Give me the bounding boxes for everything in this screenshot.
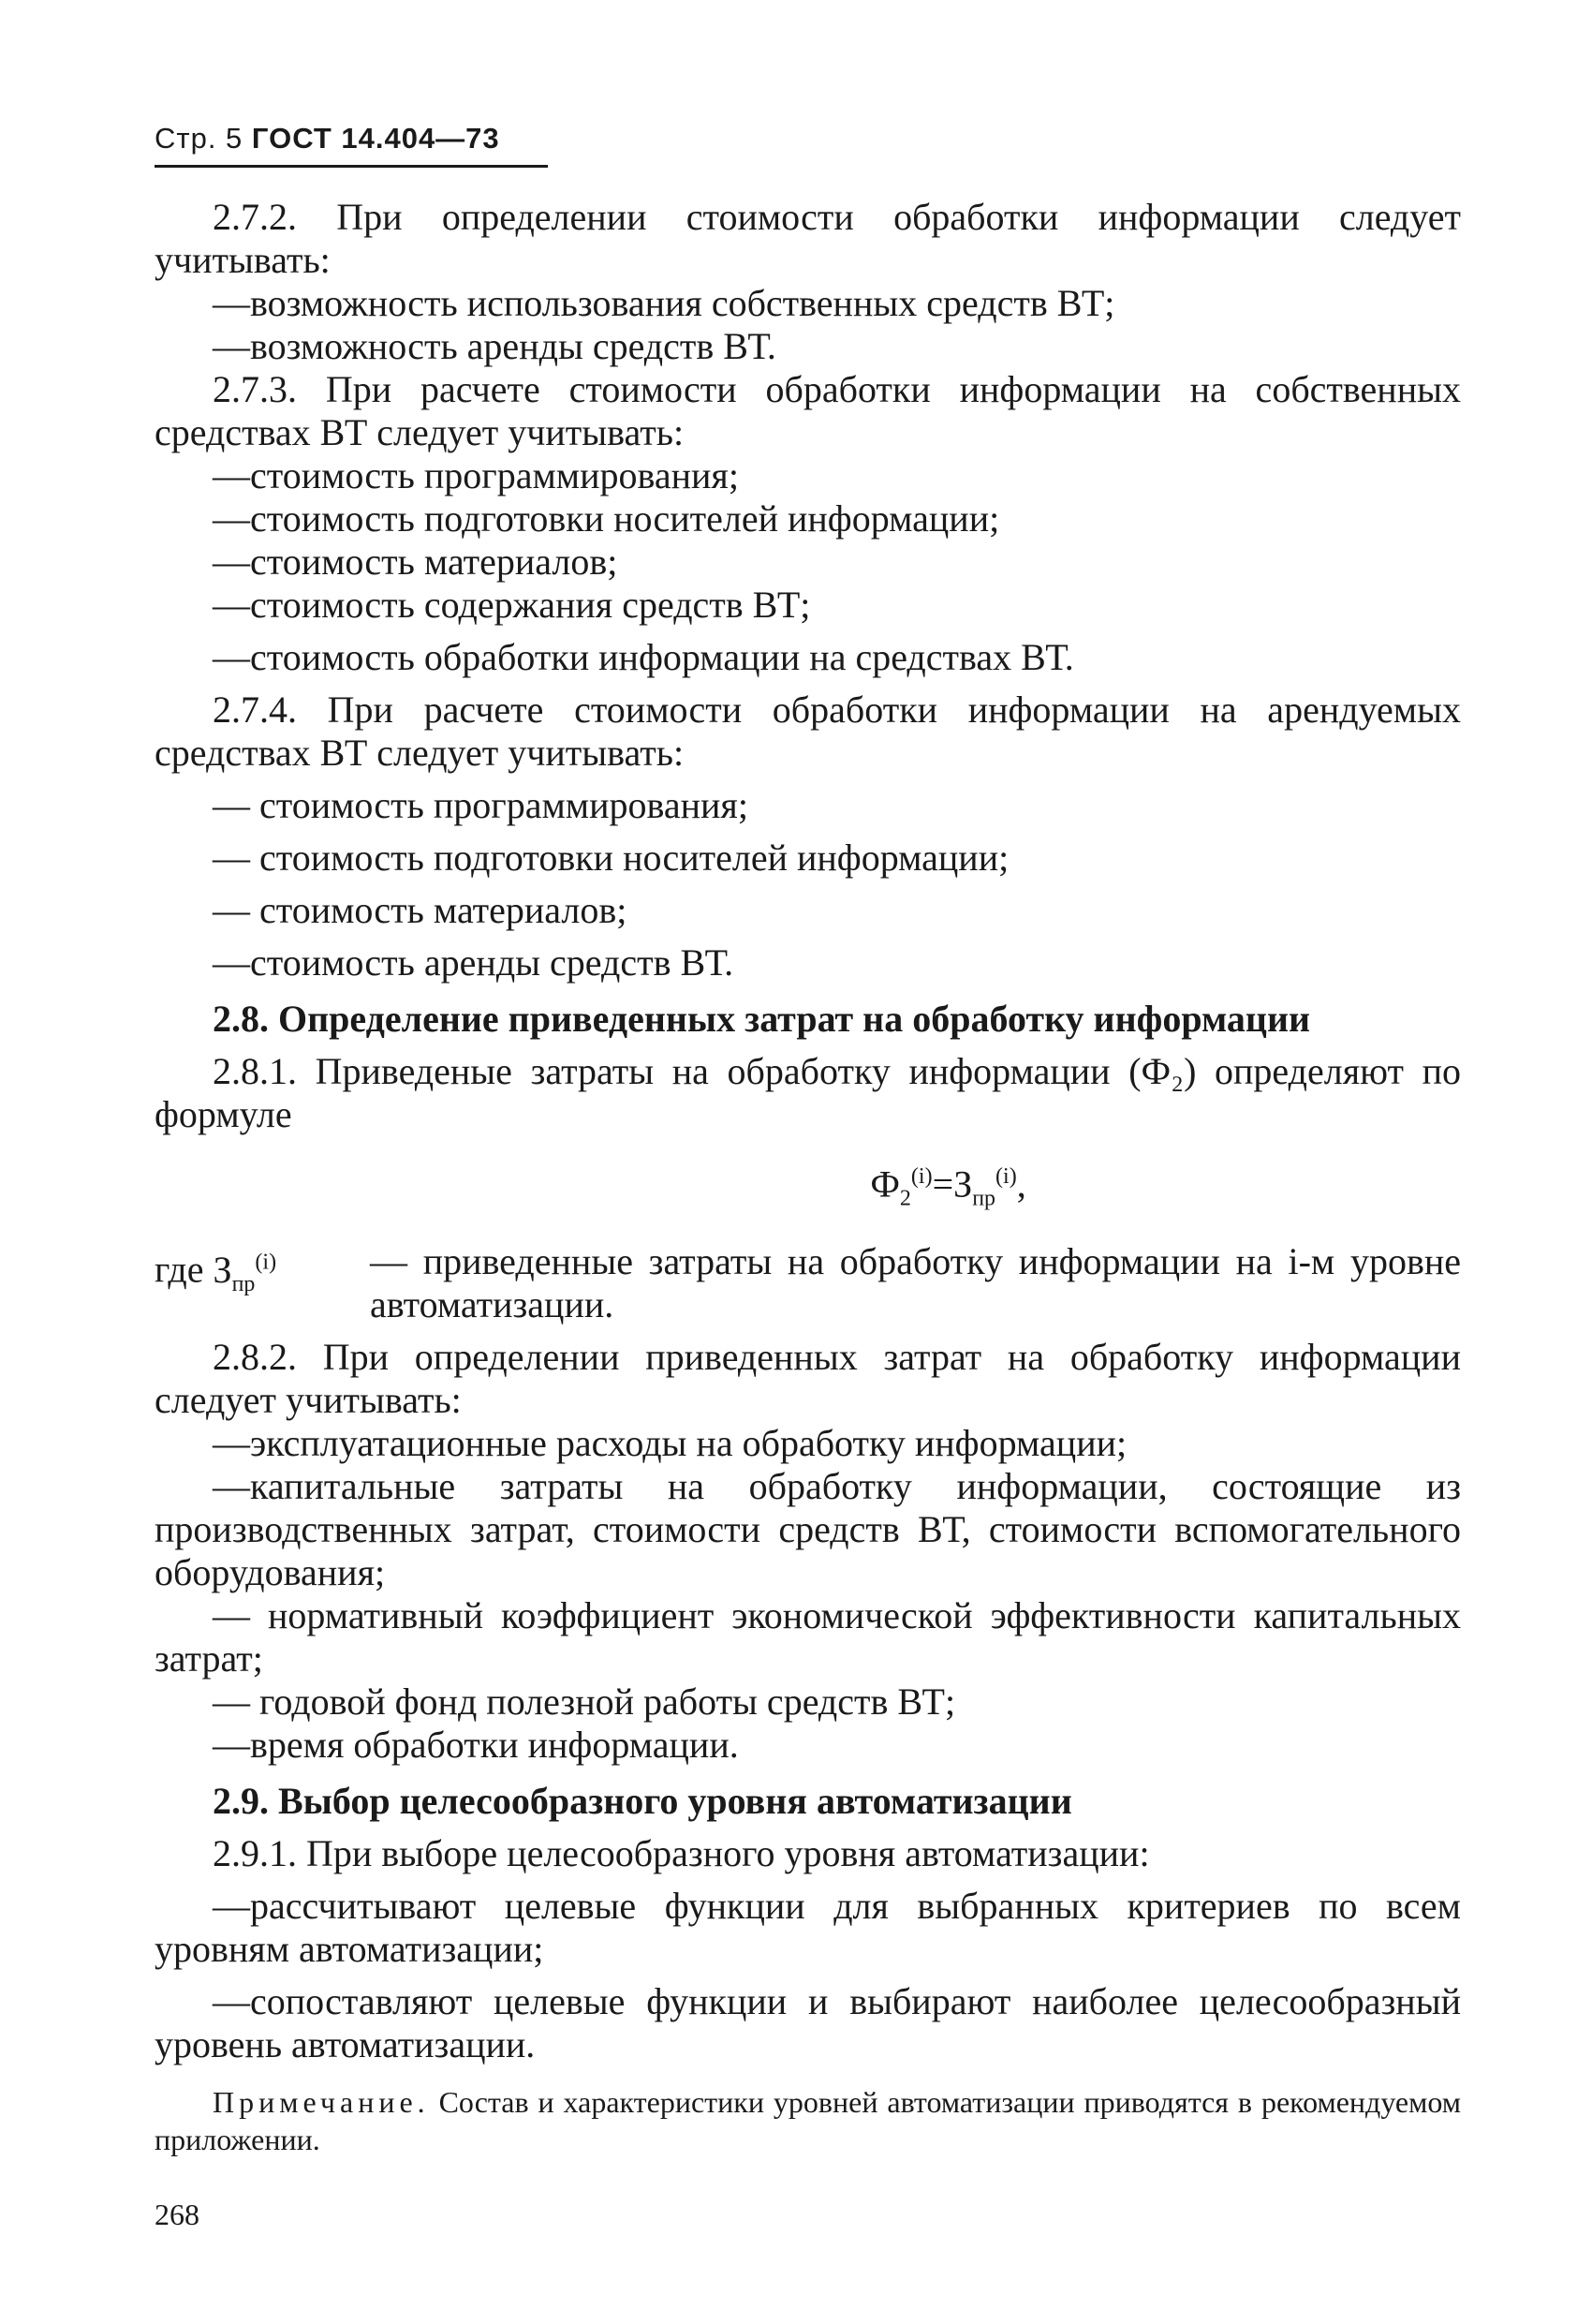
where-sym: З <box>213 1248 232 1291</box>
list-item: —стоимость подготовки носителей информации; <box>213 497 1000 540</box>
formula-lhs: Ф <box>870 1162 900 1206</box>
where-word: где <box>155 1248 204 1291</box>
list-item: —стоимость обработки информации на средствах ВТ. <box>213 636 1074 678</box>
list-item: —эксплуатационные расходы на обработку информации; <box>213 1422 1128 1465</box>
list-item: — стоимость материалов; <box>213 889 627 931</box>
list-item: —стоимость программирования; <box>213 454 739 496</box>
list-item: — годовой фонд полезной работы средств ВТ; <box>213 1680 956 1724</box>
page-number: 268 <box>155 2198 199 2232</box>
where-sym-sup: (i) <box>255 1250 277 1275</box>
list-item: —стоимость аренды средств ВТ. <box>213 941 734 984</box>
list-item: —стоимость материалов; <box>213 540 618 583</box>
formula-rhs: З <box>953 1162 973 1206</box>
list-item: —время обработки информации. <box>213 1724 739 1767</box>
formula-rhs-sup: (i) <box>995 1164 1017 1189</box>
clause-2-7-4: 2.7.4. При расчете стоимости обработки информации на арендуемых средствах ВТ следует учитывать: <box>155 688 1461 774</box>
clause-2-8-1: 2.8.1. Приведеные затраты на обработку информации (Ф₂) определяют по формуле <box>155 1050 1461 1135</box>
document-page <box>155 122 1461 2232</box>
list-item: —стоимость содержания средств ВТ; <box>213 584 811 626</box>
list-item: —капитальные затраты на обработку информации, состоящие из производственных затрат, стоимости средств ВТ, стоимости вспомогательного оборудования; <box>155 1465 1461 1594</box>
formula-tail: , <box>1016 1162 1026 1206</box>
standard-number: ГОСТ 14.404—73 <box>251 122 500 155</box>
page-label: Стр. 5 <box>155 122 243 155</box>
formula-lhs-sup: (i) <box>910 1164 933 1189</box>
clause-2-7-3: 2.7.3. При расчете стоимости обработки информации на собственных средствах ВТ следует учитывать: <box>155 368 1461 453</box>
list-item: —рассчитывают целевые функции для выбранных критериев по всем уровням автоматизации; <box>155 1885 1461 1971</box>
section-heading-2-9: 2.9. Выбор целесообразного уровня автоматизации <box>213 1780 1072 1823</box>
formula-lhs-sub: 2 <box>899 1186 911 1211</box>
formula <box>155 1155 1461 1220</box>
where-sym-sub: пр <box>231 1271 256 1296</box>
clause-2-8-2: 2.8.2. При определении приведенных затрат на обработку информации следует учитывать: <box>155 1336 1461 1422</box>
list-item: — нормативный коэффициент экономической эффективности капитальных затрат; <box>155 1594 1461 1680</box>
list-item: — стоимость подготовки носителей информации; <box>213 836 1010 879</box>
where-symbol <box>213 1248 277 1296</box>
clause-2-9-1: 2.9.1. При выборе целесообразного уровня автоматизации: <box>213 1832 1150 1875</box>
formula-eq: = <box>932 1162 954 1206</box>
note-text: Состав и характеристики уровней автоматизации приводятся в рекомендуемом приложении. <box>155 2085 1462 2157</box>
note-label: Примечание. <box>213 2085 430 2120</box>
list-item: — стоимость программирования; <box>213 784 748 826</box>
list-item: —возможность аренды средств ВТ. <box>213 325 776 367</box>
list-item: —сопоставляют целевые функции и выбирают наиболее целесообразный уровень автоматизации. <box>155 1980 1461 2066</box>
section-heading-2-8: 2.8. Определение приведенных затрат на обработку информации <box>213 998 1311 1040</box>
where-text: — приведенные затраты на обработку информации на i-м уровне автоматизации. <box>370 1240 1461 1326</box>
list-item: —возможность использования собственных средств ВТ; <box>213 282 1115 324</box>
clause-2-7-2: 2.7.2. При определении стоимости обработки информации следует учитывать: <box>155 196 1461 281</box>
body-text <box>155 196 1461 2066</box>
where-lead <box>155 1240 370 1326</box>
where-clause <box>155 1240 1461 1326</box>
page-header <box>155 122 548 168</box>
formula-rhs-sub: пр <box>972 1186 996 1211</box>
note <box>155 2083 1461 2158</box>
